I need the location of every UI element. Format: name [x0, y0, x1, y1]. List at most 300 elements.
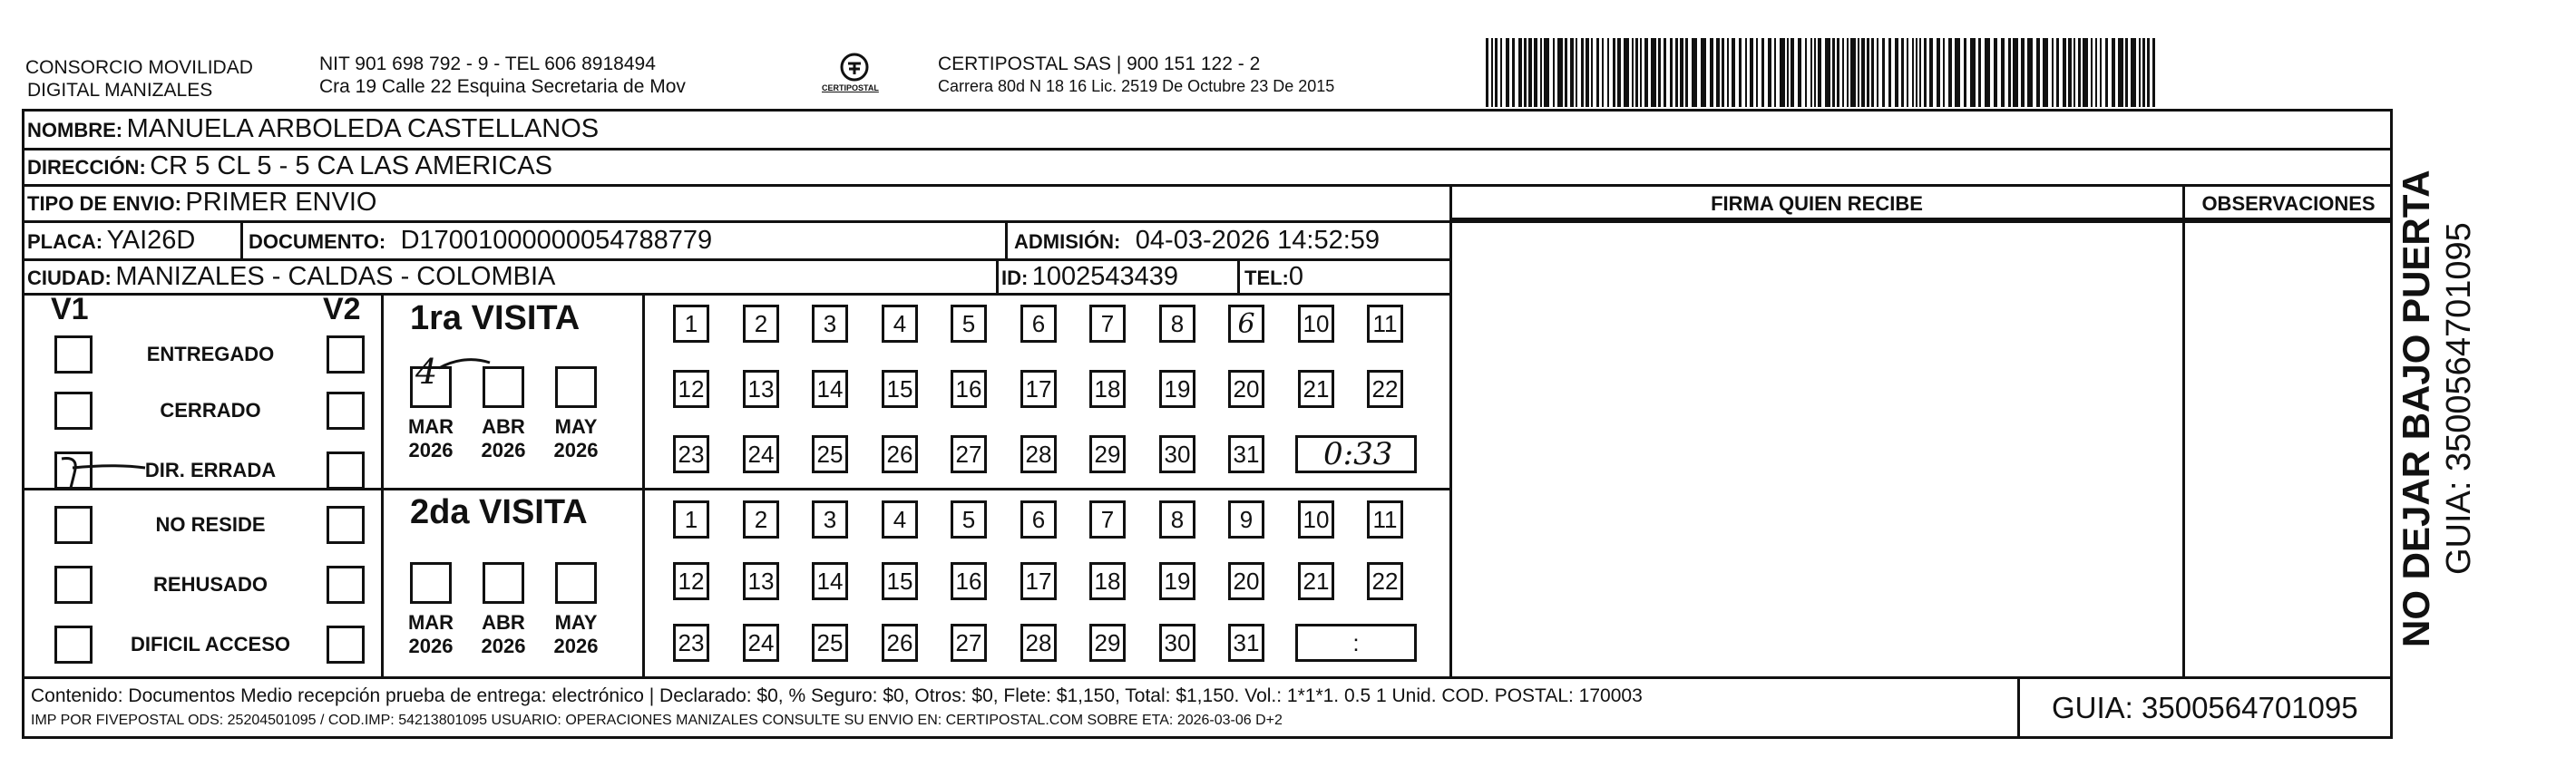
- visita2-month-checkbox[interactable]: [483, 562, 524, 604]
- visita1-day-box[interactable]: [1159, 370, 1195, 408]
- visita2-month-name: MAR: [407, 611, 454, 634]
- visita2-day-box[interactable]: [1159, 624, 1195, 662]
- ciudad-value: MANIZALES - CALDAS - COLOMBIA: [115, 262, 556, 291]
- visita-1-time-box[interactable]: [1295, 435, 1417, 473]
- barcode-bar: [1895, 38, 1898, 107]
- barcode-bar: [1919, 38, 1921, 107]
- visita-2-time-placeholder: :: [1352, 628, 1360, 656]
- barcode-bar: [1877, 38, 1878, 107]
- visita2-month-label: [476, 611, 531, 658]
- barcode-bar: [1937, 38, 1940, 107]
- visita2-day-box[interactable]: [743, 562, 779, 600]
- barcode-bar: [2063, 38, 2066, 107]
- visita1-day-box[interactable]: [1020, 305, 1057, 343]
- v2-header: V2: [323, 292, 361, 326]
- barcode-bar: [1685, 38, 1688, 107]
- barcode-bar: [1832, 38, 1835, 107]
- v2-checkbox[interactable]: [327, 451, 365, 490]
- barcode-bar: [1544, 38, 1549, 107]
- visita2-day-box[interactable]: [1298, 562, 1334, 600]
- barcode-bar: [1692, 38, 1697, 107]
- firma-area[interactable]: [1460, 222, 2177, 671]
- v2-checkbox[interactable]: [327, 392, 365, 430]
- footer-imp-line: IMP POR FIVEPOSTAL ODS: 25204501095 / COD.IMP: 54213801095 USUARIO: OPERACIONES MANIZALES CONSULTE SU ENVIO EN: CERTIPOSTAL.COM SOBRE ETA: 2026-03-06 D+2: [31, 713, 1283, 728]
- visita1-day-box[interactable]: [1089, 305, 1126, 343]
- visita1-day-box[interactable]: [882, 435, 918, 473]
- observaciones-area[interactable]: [2188, 222, 2389, 671]
- barcode-bar: [2152, 38, 2155, 107]
- visita-2-time-box[interactable]: [1295, 624, 1417, 662]
- visita2-day-box[interactable]: [673, 500, 709, 539]
- v1-checkbox[interactable]: [54, 626, 93, 664]
- barcode-bar: [1912, 38, 1914, 107]
- barcode-bar: [1882, 38, 1885, 107]
- visita1-day-number: 1: [684, 309, 698, 337]
- v2-checkbox[interactable]: [327, 626, 365, 664]
- barcode-bar: [1635, 38, 1638, 107]
- nit-block: [319, 53, 686, 98]
- visita2-day-number: 5: [961, 505, 976, 533]
- visita1-month-name: ABR: [482, 415, 525, 438]
- documento-label: DOCUMENTO:: [249, 230, 386, 253]
- visita2-day-number: 30: [1164, 628, 1191, 656]
- visita1-day-box[interactable]: [1020, 370, 1057, 408]
- visita1-day-box[interactable]: [673, 305, 709, 343]
- visita1-day-number: 16: [955, 374, 982, 403]
- visita2-day-box[interactable]: [1020, 562, 1057, 600]
- visita2-day-number: 1: [684, 505, 698, 533]
- visita1-day-number: 24: [747, 440, 775, 468]
- visita2-day-number: 19: [1164, 567, 1191, 595]
- visita1-day-box[interactable]: [673, 370, 709, 408]
- barcode-bar: [2021, 38, 2025, 107]
- barcode-bar: [2091, 38, 2093, 107]
- barcode-bar: [2056, 38, 2059, 107]
- barcode-bar: [1586, 38, 1589, 107]
- visita1-month-name: MAY: [554, 415, 598, 438]
- visita2-day-number: 28: [1025, 628, 1052, 656]
- visita2-month-year: 2026: [408, 635, 454, 657]
- barcode-bar: [1670, 38, 1673, 107]
- placa-label: PLACA:: [27, 230, 103, 253]
- visita2-month-name: MAY: [554, 611, 598, 634]
- barcode-bar: [2068, 38, 2072, 107]
- barcode-bar: [2073, 38, 2075, 107]
- visita1-day-number: 18: [1094, 374, 1121, 403]
- direccion-value: CR 5 CL 5 - 5 CA LAS AMERICAS: [150, 151, 552, 180]
- barcode-bar: [1518, 38, 1522, 107]
- visita2-month-checkbox[interactable]: [555, 562, 597, 604]
- visita1-day-number: 6: [1031, 309, 1046, 337]
- barcode-bar: [1791, 38, 1794, 107]
- barcode-bar: [1871, 38, 1874, 107]
- visita2-day-number: 31: [1233, 628, 1260, 656]
- visita1-day-number: 14: [816, 374, 844, 403]
- visita2-day-box[interactable]: [743, 500, 779, 539]
- visita2-day-number: 4: [893, 505, 907, 533]
- barcode-bar: [2142, 38, 2145, 107]
- barcode-bar: [1658, 38, 1661, 107]
- barcode-bar: [2112, 38, 2115, 107]
- barcode-bar: [1624, 38, 1629, 107]
- barcode-bar: [1805, 38, 1807, 107]
- visita1-day-box[interactable]: [882, 370, 918, 408]
- visita1-day-box[interactable]: [1089, 435, 1126, 473]
- visita1-day-number: 25: [816, 440, 844, 468]
- barcode-bar: [1581, 38, 1584, 107]
- documento-field: [249, 225, 712, 260]
- visita2-day-number: 12: [678, 567, 705, 595]
- visita2-day-number: 16: [955, 567, 982, 595]
- visita1-day-box[interactable]: [1367, 305, 1403, 343]
- visita1-day-box[interactable]: [812, 435, 848, 473]
- status-label: DIR. ERRADA: [144, 459, 277, 481]
- barcode-bar: [1540, 38, 1542, 107]
- visita2-day-number: 14: [816, 567, 844, 595]
- visita2-day-box[interactable]: [673, 562, 709, 600]
- visita2-day-number: 3: [823, 505, 837, 533]
- visita1-day-number: 10: [1303, 309, 1330, 337]
- visita1-day-number: 2: [754, 309, 768, 337]
- nombre-value: MANUELA ARBOLEDA CASTELLANOS: [126, 114, 600, 143]
- visita2-month-checkbox[interactable]: [410, 562, 452, 604]
- nombre-label: NOMBRE:: [27, 119, 123, 141]
- barcode-bar: [1739, 38, 1742, 107]
- v1-checkbox[interactable]: [54, 392, 93, 430]
- status-label: DIFICIL ACCESO: [130, 633, 290, 655]
- visita1-day-box[interactable]: [1228, 305, 1264, 343]
- barcode-bar: [1632, 38, 1634, 107]
- barcode-bar: [2100, 38, 2102, 107]
- barcode-bar: [2078, 38, 2081, 107]
- company-name: [25, 56, 253, 102]
- visita2-day-box[interactable]: [812, 500, 848, 539]
- visita2-day-number: 7: [1100, 505, 1115, 533]
- barcode-bar: [2083, 38, 2088, 107]
- tipo-envio-row: [27, 187, 376, 222]
- id-label: ID:: [1001, 267, 1029, 289]
- v1-checkbox[interactable]: [54, 335, 93, 374]
- barcode-bar: [1943, 38, 1945, 107]
- visita2-month-year: 2026: [481, 635, 526, 657]
- barcode-bar: [1651, 38, 1656, 107]
- visita2-day-box[interactable]: [673, 624, 709, 662]
- visita1-day-number: 20: [1233, 374, 1260, 403]
- v2-checkbox[interactable]: [327, 566, 365, 604]
- visita1-day-number: 3: [823, 309, 837, 337]
- direccion-row: [27, 150, 552, 186]
- visita2-day-box[interactable]: [1089, 562, 1126, 600]
- visita1-day-number: 17: [1025, 374, 1052, 403]
- visita2-day-box[interactable]: [1159, 500, 1195, 539]
- side-guia: GUIA: 3500564701095: [2440, 222, 2478, 575]
- company-line-1: CONSORCIO MOVILIDAD: [25, 57, 253, 78]
- barcode-bar: [1814, 38, 1816, 107]
- visita2-day-box[interactable]: [1298, 500, 1334, 539]
- barcode-bar: [1978, 38, 1981, 107]
- visita1-day-box[interactable]: [1228, 435, 1264, 473]
- barcode-bar: [1557, 38, 1563, 107]
- visita1-day-box[interactable]: [1089, 370, 1126, 408]
- barcode-bar: [2125, 38, 2128, 107]
- barcode: [1486, 38, 2166, 112]
- visita1-day-box[interactable]: [951, 435, 987, 473]
- visita2-day-number: 2: [754, 505, 768, 533]
- visita1-month-mark: 4: [415, 352, 438, 392]
- no-dejar-bajo-puerta: NO DEJAR BAJO PUERTA: [2395, 170, 2437, 647]
- barcode-bar: [1565, 38, 1567, 107]
- barcode-bar: [1850, 38, 1856, 107]
- barcode-bar: [1745, 38, 1747, 107]
- barcode-bar: [2008, 38, 2011, 107]
- visita2-day-number: 10: [1303, 505, 1330, 533]
- visita1-day-box[interactable]: [1298, 305, 1334, 343]
- v2-checkbox[interactable]: [327, 506, 365, 544]
- company-line-2: DIGITAL MANIZALES: [27, 80, 213, 101]
- barcode-bar: [1907, 38, 1908, 107]
- barcode-bar: [1847, 38, 1849, 107]
- barcode-bar: [1680, 38, 1683, 107]
- barcode-bar: [2052, 38, 2054, 107]
- barcode-bar: [1664, 38, 1666, 107]
- v1-checkbox[interactable]: [54, 566, 93, 604]
- barcode-bar: [2013, 38, 2018, 107]
- barcode-bar: [1948, 38, 1952, 107]
- visita1-day-box[interactable]: [1159, 305, 1195, 343]
- barcode-bar: [2001, 38, 2005, 107]
- visita1-day-number: 19: [1164, 374, 1191, 403]
- visita2-day-number: 29: [1094, 628, 1121, 656]
- barcode-bar: [1774, 38, 1776, 107]
- visita1-month-year: 2026: [408, 439, 454, 461]
- status-label: ENTREGADO: [146, 343, 275, 365]
- visita-1-time-mark: 0:33: [1323, 436, 1393, 472]
- visita1-day-number: 31: [1233, 440, 1260, 468]
- barcode-bar: [1617, 38, 1621, 107]
- barcode-bar: [1727, 38, 1729, 107]
- visita2-day-box[interactable]: [951, 500, 987, 539]
- certipostal-line-1: CERTIPOSTAL SAS | 900 151 122 - 2: [938, 53, 1261, 74]
- barcode-bar: [1837, 38, 1839, 107]
- visita1-month-label: [404, 415, 458, 462]
- visita2-day-number: 23: [678, 628, 705, 656]
- placa-field: [27, 225, 195, 260]
- status-label: CERRADO: [160, 399, 261, 422]
- visita2-day-number: 27: [955, 628, 982, 656]
- tel-label: TEL:: [1244, 267, 1289, 289]
- visita2-day-box[interactable]: [1089, 624, 1126, 662]
- barcode-bar: [1591, 38, 1593, 107]
- visita1-day-number: 8: [1170, 309, 1185, 337]
- barcode-bar: [1916, 38, 1917, 107]
- address-line: Cra 19 Calle 22 Esquina Secretaria de Mov: [319, 76, 686, 97]
- barcode-bar: [1602, 38, 1604, 107]
- barcode-bar: [1675, 38, 1678, 107]
- barcode-bar: [1553, 38, 1555, 107]
- barcode-bar: [1818, 38, 1821, 107]
- visita2-day-number: 22: [1371, 567, 1399, 595]
- visita1-day-number: 6: [1237, 307, 1255, 340]
- visita1-day-number: 30: [1164, 440, 1191, 468]
- barcode-bar: [1486, 38, 1488, 107]
- visita1-day-box[interactable]: [1367, 370, 1403, 408]
- visita2-day-number: 26: [886, 628, 913, 656]
- barcode-bar: [2043, 38, 2048, 107]
- visita1-month-stroke: [437, 355, 492, 378]
- visita1-day-number: 11: [1372, 309, 1398, 337]
- visita1-day-number: 7: [1100, 309, 1115, 337]
- barcode-bar: [2095, 38, 2097, 107]
- barcode-bar: [1722, 38, 1724, 107]
- admision-label: ADMISIÓN:: [1014, 230, 1121, 253]
- visita2-day-box[interactable]: [882, 624, 918, 662]
- v1-check-mark: [54, 448, 163, 498]
- barcode-bar: [1607, 38, 1609, 107]
- v1-checkbox[interactable]: [54, 506, 93, 544]
- barcode-bar: [1491, 38, 1493, 107]
- visita2-day-box[interactable]: [1367, 562, 1403, 600]
- visita1-day-number: 15: [886, 374, 913, 403]
- visita2-day-number: 21: [1303, 567, 1330, 595]
- barcode-bar: [1861, 38, 1865, 107]
- visita2-day-box[interactable]: [1020, 624, 1057, 662]
- id-value: 1002543439: [1031, 262, 1179, 291]
- footer-contents-line: Contenido: Documentos Medio recepción prueba de entrega: electrónico | Declarado: $0, % Seguro: $0, Otros: $0, Flete: $1,150, Total: $1,150. Vol.: 1*1*1. 0.5 1 Unid. COD. POSTAL: 170003: [31, 685, 1643, 706]
- barcode-bar: [1929, 38, 1933, 107]
- ciudad-label: CIUDAD:: [27, 267, 112, 289]
- visita2-day-number: 13: [747, 567, 775, 595]
- visita2-month-name: ABR: [482, 611, 525, 634]
- visita1-day-box[interactable]: [882, 305, 918, 343]
- visita2-day-number: 6: [1031, 505, 1046, 533]
- v2-checkbox[interactable]: [327, 335, 365, 374]
- visita1-day-box[interactable]: [1020, 435, 1057, 473]
- nit-line: NIT 901 698 792 - 9 - TEL 606 8918494: [319, 53, 656, 74]
- barcode-bar: [2036, 38, 2040, 107]
- visita2-day-box[interactable]: [812, 624, 848, 662]
- visita1-day-box[interactable]: [673, 435, 709, 473]
- barcode-bar: [1528, 38, 1532, 107]
- visita1-month-label: [549, 415, 603, 462]
- barcode-bar: [1716, 38, 1720, 107]
- visita1-month-checkbox[interactable]: [555, 366, 597, 408]
- visita1-day-number: 27: [955, 440, 982, 468]
- visita2-day-box[interactable]: [1228, 562, 1264, 600]
- visita2-day-box[interactable]: [951, 562, 987, 600]
- visita1-day-box[interactable]: [743, 305, 779, 343]
- visita1-month-name: MAR: [407, 415, 454, 438]
- admision-field: [1014, 225, 1380, 260]
- visita-2-title: 2da VISITA: [410, 493, 588, 531]
- barcode-bar: [2027, 38, 2033, 107]
- barcode-bar: [1825, 38, 1830, 107]
- certipostal-line-2: Carrera 80d N 18 16 Lic. 2519 De Octubre 23 De 2015: [938, 77, 1335, 95]
- admision-value: 04-03-2026 14:52:59: [1135, 226, 1381, 255]
- barcode-bar: [1701, 38, 1706, 107]
- visita1-day-box[interactable]: [951, 370, 987, 408]
- visita2-day-box[interactable]: [743, 624, 779, 662]
- visita1-day-number: 22: [1371, 374, 1399, 403]
- status-label: REHUSADO: [153, 573, 268, 596]
- direccion-label: DIRECCIÓN:: [27, 156, 146, 179]
- barcode-bar: [1955, 38, 1960, 107]
- barcode-bar: [2139, 38, 2141, 107]
- visita2-day-box[interactable]: [1228, 624, 1264, 662]
- barcode-bar: [1901, 38, 1904, 107]
- certipostal-block: [938, 53, 1334, 98]
- visita1-day-number: 26: [886, 440, 913, 468]
- visita1-day-box[interactable]: [1228, 370, 1264, 408]
- barcode-bar: [1964, 38, 1966, 107]
- visita2-day-box[interactable]: [951, 624, 987, 662]
- visita1-month-label: [476, 415, 531, 462]
- barcode-bar: [1924, 38, 1927, 107]
- barcode-bar: [1858, 38, 1859, 107]
- barcode-bar: [1512, 38, 1515, 107]
- visita1-day-number: 13: [747, 374, 775, 403]
- documento-value: D17001000000054788779: [400, 226, 713, 255]
- visita2-day-box[interactable]: [882, 500, 918, 539]
- visita1-day-box[interactable]: [812, 370, 848, 408]
- visita2-day-number: 8: [1170, 505, 1185, 533]
- certipostal-logo: [818, 47, 891, 107]
- barcode-bar: [2147, 38, 2150, 107]
- visita2-day-number: 11: [1372, 505, 1398, 533]
- visita2-day-number: 15: [886, 567, 913, 595]
- visita1-day-box[interactable]: [951, 305, 987, 343]
- barcode-bar: [1524, 38, 1527, 107]
- id-field: [1001, 261, 1178, 296]
- tipo-envio-label: TIPO DE ENVIO:: [27, 192, 181, 215]
- visita1-month-year: 2026: [481, 439, 526, 461]
- barcode-bar: [1644, 38, 1648, 107]
- firma-header: FIRMA QUIEN RECIBE: [1711, 192, 1923, 215]
- placa-value: YAI26D: [106, 226, 196, 255]
- visita1-day-box[interactable]: [743, 435, 779, 473]
- visita1-day-number: 12: [678, 374, 705, 403]
- barcode-bar: [1842, 38, 1844, 107]
- visita2-day-number: 25: [816, 628, 844, 656]
- visita2-day-box[interactable]: [1367, 500, 1403, 539]
- visita1-day-box[interactable]: [743, 370, 779, 408]
- visita2-day-box[interactable]: [1228, 500, 1264, 539]
- visita-1-title: 1ra VISITA: [410, 299, 581, 337]
- visita2-day-box[interactable]: [1020, 500, 1057, 539]
- footer-guia: GUIA: 3500564701095: [2052, 691, 2358, 724]
- visita2-day-box[interactable]: [1089, 500, 1126, 539]
- v1-header: V1: [51, 292, 89, 326]
- barcode-bar: [1750, 38, 1753, 107]
- barcode-bar: [2105, 38, 2108, 107]
- visita1-day-box[interactable]: [812, 305, 848, 343]
- barcode-bar: [1732, 38, 1735, 107]
- barcode-bar: [1768, 38, 1771, 107]
- visita2-day-box[interactable]: [812, 562, 848, 600]
- visita2-day-box[interactable]: [1159, 562, 1195, 600]
- visita1-day-number: 21: [1303, 374, 1330, 403]
- visita2-day-box[interactable]: [882, 562, 918, 600]
- visita1-day-box[interactable]: [1159, 435, 1195, 473]
- nombre-row: [27, 113, 599, 149]
- visita1-day-box[interactable]: [1298, 370, 1334, 408]
- visita2-day-number: 17: [1025, 567, 1052, 595]
- barcode-bar: [2118, 38, 2123, 107]
- barcode-bar: [1810, 38, 1812, 107]
- visita2-day-number: 20: [1233, 567, 1260, 595]
- barcode-bar: [1710, 38, 1713, 107]
- barcode-bar: [1534, 38, 1537, 107]
- visita1-day-number: 4: [893, 309, 907, 337]
